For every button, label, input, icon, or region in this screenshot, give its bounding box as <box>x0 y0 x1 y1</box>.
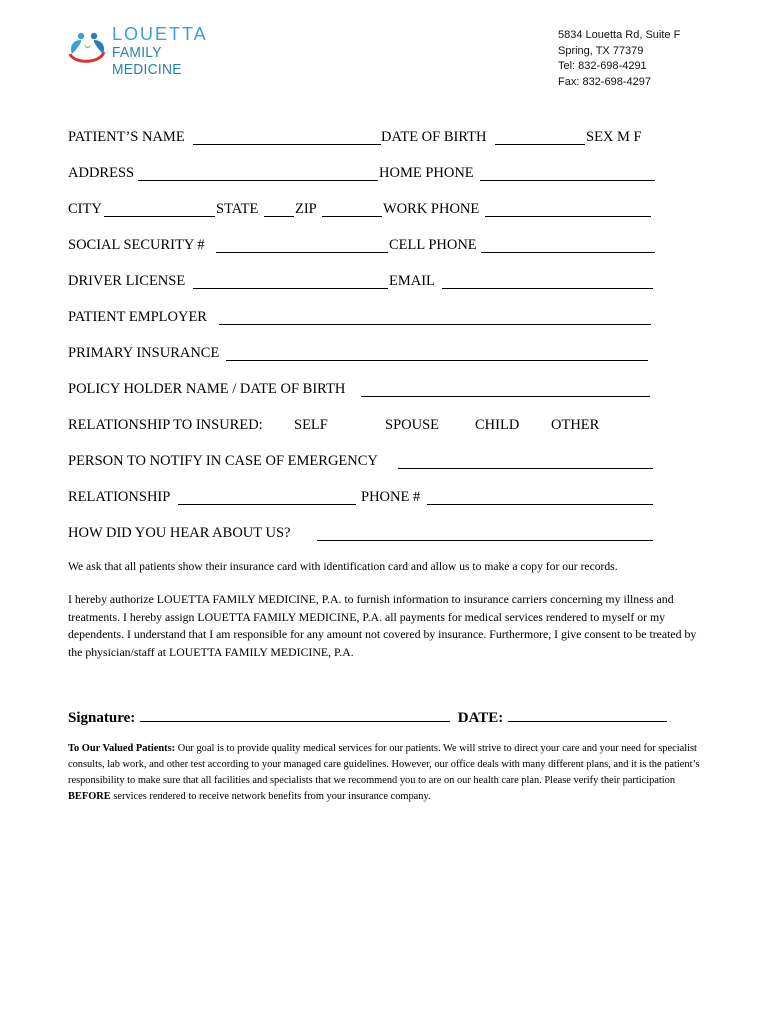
valued-patients-text-1: Our goal is to provide quality medical services for our patients. We will strive to direct your care and your need for specialist consults, lab work, and other test according to your managed care guidelines. However, our office deals with many different plans, and it is the patient’s responsibility to make sure that all facilities and specialists that we recommend you to are on our health care plan. Please verify their participation <box>68 743 700 786</box>
primary-insurance-field[interactable] <box>226 360 648 361</box>
cell-phone-field[interactable] <box>481 252 655 253</box>
relationship-field[interactable] <box>178 504 356 505</box>
logo-subtitle: FAMILY MEDICINE <box>112 44 182 78</box>
valued-patients-text-2: services rendered to receive network benefits from your insurance company. <box>110 791 431 802</box>
driver-license-field[interactable] <box>193 288 388 289</box>
label-phone: PHONE # <box>361 489 421 505</box>
label-city: CITY <box>68 201 102 217</box>
label-employer: PATIENT EMPLOYER <box>68 309 207 325</box>
insurance-card-notice: We ask that all patients show their insurance card with identification card and allow us to make a copy for our records. <box>68 560 618 573</box>
row-relationship-to-insured <box>68 417 658 437</box>
date-of-birth-field[interactable] <box>495 144 585 145</box>
date-field[interactable] <box>508 707 667 722</box>
label-zip: ZIP <box>295 201 317 217</box>
label-relationship-to-insured: RELATIONSHIP TO INSURED: <box>68 417 263 433</box>
phone-field[interactable] <box>427 504 653 505</box>
address-fax: Fax: 832-698-4297 <box>558 75 651 88</box>
state-field[interactable] <box>264 216 294 217</box>
city-field[interactable] <box>104 216 215 217</box>
option-spouse[interactable]: SPOUSE <box>385 417 439 433</box>
label-driver-license: DRIVER LICENSE <box>68 273 186 289</box>
address-field[interactable] <box>138 180 378 181</box>
signature-field[interactable] <box>140 707 450 722</box>
hear-about-field[interactable] <box>317 540 653 541</box>
home-phone-field[interactable] <box>480 180 655 181</box>
row-driver-license <box>68 273 658 293</box>
label-ssn: SOCIAL SECURITY # <box>68 237 205 253</box>
row-city <box>68 201 658 221</box>
row-patient-name <box>68 129 658 149</box>
label-date-of-birth: DATE OF BIRTH <box>381 129 487 145</box>
employer-field[interactable] <box>219 324 651 325</box>
row-employer <box>68 309 658 329</box>
logo-title: LOUETTA <box>112 24 208 44</box>
label-work-phone: WORK PHONE <box>383 201 480 217</box>
clinic-address <box>558 28 680 90</box>
address-street: 5834 Louetta Rd, Suite F <box>558 29 681 41</box>
ssn-field[interactable] <box>216 252 388 253</box>
label-signature: Signature: <box>68 710 136 726</box>
zip-field[interactable] <box>322 216 382 217</box>
valued-patients-lead: To Our Valued Patients: <box>68 743 176 754</box>
label-cell-phone: CELL PHONE <box>389 237 477 253</box>
logo <box>66 24 236 78</box>
label-emergency: PERSON TO NOTIFY IN CASE OF EMERGENCY <box>68 453 378 469</box>
label-sex: SEX M F <box>586 129 642 145</box>
option-other[interactable]: OTHER <box>551 417 600 433</box>
valued-patients-emphasis: BEFORE <box>68 791 111 802</box>
label-patients-name: PATIENT’S NAME <box>68 129 185 145</box>
policy-holder-field[interactable] <box>361 396 650 397</box>
label-relationship: RELATIONSHIP <box>68 489 171 505</box>
logo-mark-icon <box>66 30 108 66</box>
label-policy-holder: POLICY HOLDER NAME / DATE OF BIRTH <box>68 381 346 397</box>
row-hear-about <box>68 525 658 545</box>
label-email: EMAIL <box>389 273 435 289</box>
row-policy-holder <box>68 381 658 401</box>
address-tel: Tel: 832-698-4291 <box>558 60 647 72</box>
authorization-paragraph: I hereby authorize LOUETTA FAMILY MEDICINE, P.A. to furnish information to insurance carriers concerning my illness and treatments. I hereby assign LOUETTA FAMILY MEDICINE, P.A. all payments for medical services rendered to myself or my dependents. I understand that I am responsible for any amount not covered by insurance. Furthermore, I give consent to be treated by the physician/staff at LOUETTA FAMILY MEDICINE, P.A. <box>68 592 697 659</box>
patients-name-field[interactable] <box>193 144 381 145</box>
label-date: DATE: <box>457 710 504 726</box>
row-ssn <box>68 237 658 257</box>
label-home-phone: HOME PHONE <box>379 165 474 181</box>
label-state: STATE <box>216 201 259 217</box>
label-hear-about: HOW DID YOU HEAR ABOUT US? <box>68 525 291 541</box>
row-emergency <box>68 453 658 473</box>
row-relationship <box>68 489 658 509</box>
signature-row <box>68 707 667 727</box>
option-self[interactable]: SELF <box>294 417 328 433</box>
emergency-contact-field[interactable] <box>398 468 653 469</box>
row-address <box>68 165 658 185</box>
work-phone-field[interactable] <box>485 216 651 217</box>
valued-patients-paragraph <box>68 741 708 805</box>
address-city: Spring, TX 77379 <box>558 44 644 57</box>
label-primary-insurance: PRIMARY INSURANCE <box>68 345 220 361</box>
row-primary-insurance <box>68 345 658 365</box>
email-field[interactable] <box>442 288 653 289</box>
option-child[interactable]: CHILD <box>475 417 520 433</box>
label-address: ADDRESS <box>68 165 135 181</box>
